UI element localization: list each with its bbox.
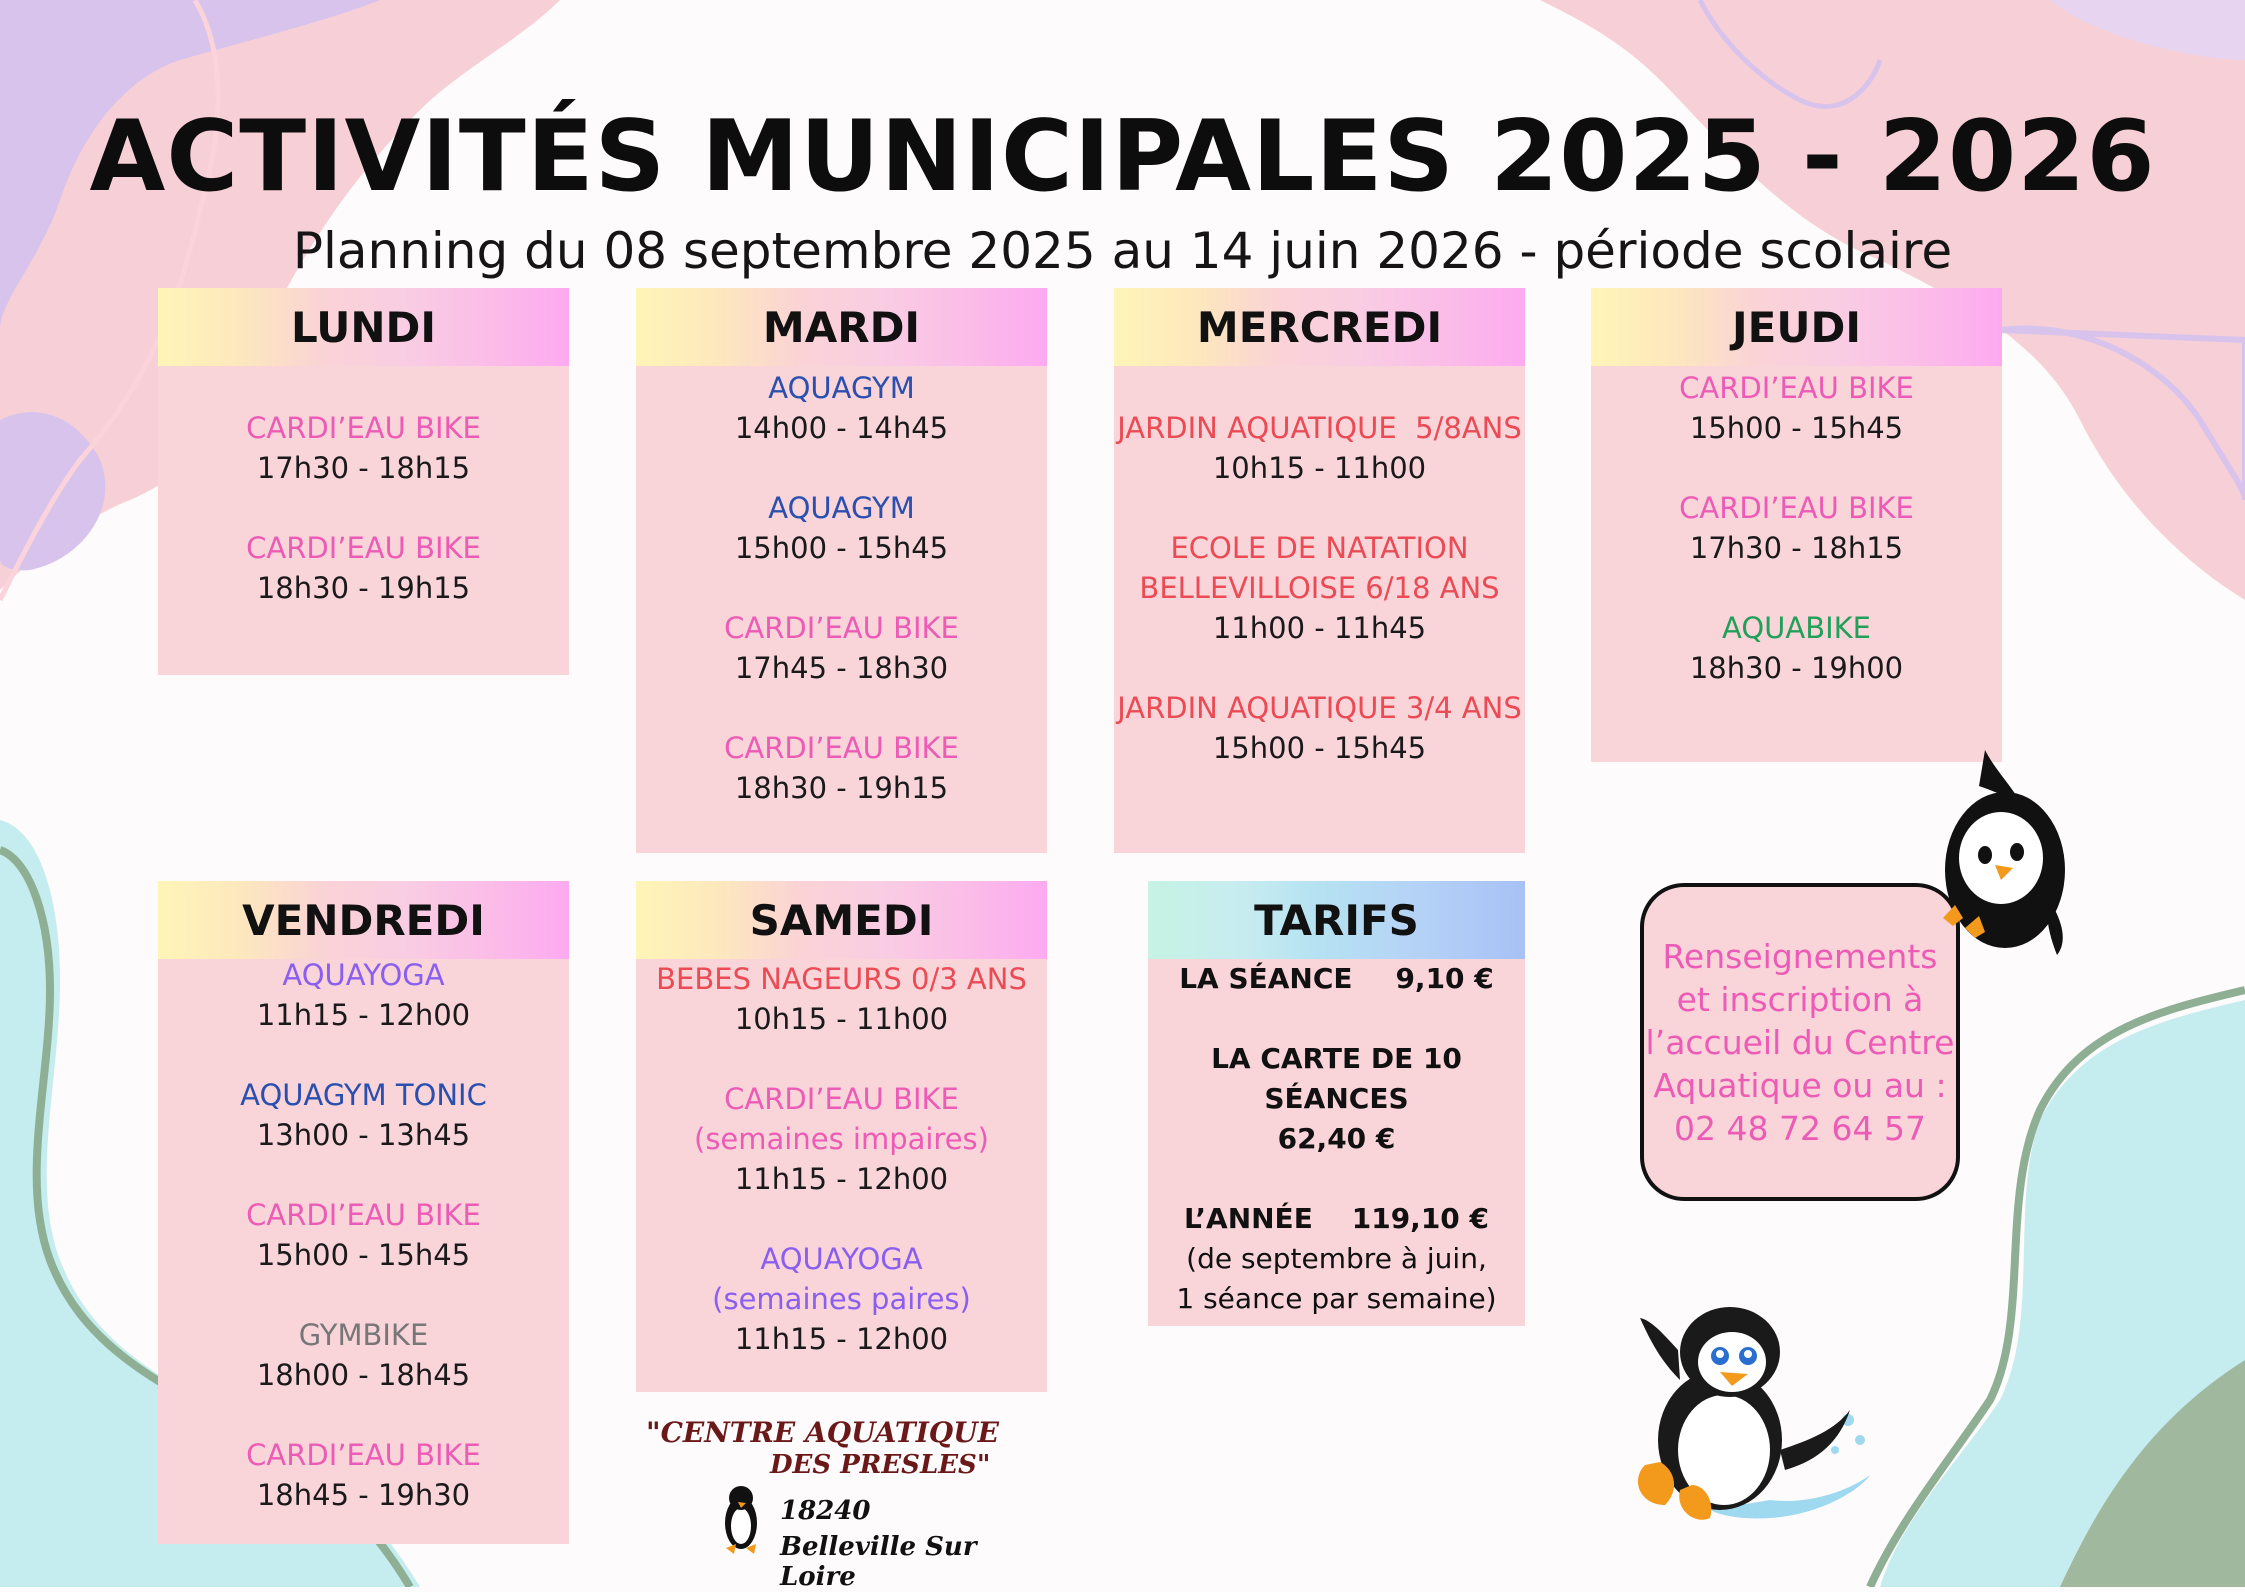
activity-name: GYMBIKE	[298, 1318, 429, 1352]
day-header: MERCREDI	[1114, 288, 1525, 366]
activity-time: 17h30 - 18h15	[256, 451, 471, 485]
tarifs-card	[1148, 881, 1525, 1326]
day-card-vendredi	[158, 881, 569, 1544]
day-header: MARDI	[636, 288, 1047, 366]
activity-name: CARDI’EAU BIKE	[1679, 491, 1914, 525]
activity-time: 17h30 - 18h15	[1689, 531, 1904, 565]
activity-time: 15h00 - 15h45	[734, 531, 949, 565]
info-line: Aquatique ou au :	[1653, 1065, 1947, 1105]
activity-name: BEBES NAGEURS 0/3 ANS	[656, 962, 1027, 996]
activity-name: CARDI’EAU BIKE	[724, 731, 959, 765]
activity-name-line2: BELLEVILLOISE 6/18 ANS	[1139, 571, 1500, 605]
day-header: VENDREDI	[158, 881, 569, 959]
day-card-samedi	[636, 881, 1047, 1392]
activity-name: CARDI’EAU BIKE	[1679, 371, 1914, 405]
penguin-logo-icon	[716, 1478, 766, 1558]
activity-name: AQUAGYM	[768, 371, 915, 405]
activity-time: 13h00 - 13h45	[256, 1118, 471, 1152]
penguin-splash-icon	[1620, 1290, 1880, 1535]
activity-name: AQUAGYM TONIC	[240, 1078, 487, 1112]
activity-name: CARDI’EAU BIKE	[724, 611, 959, 645]
activity-name: JARDIN AQUATIQUE 5/8ANS	[1117, 411, 1522, 445]
tarif-carte-price: 62,40 €	[1277, 1122, 1396, 1155]
activity-name: AQUABIKE	[1721, 611, 1871, 645]
tarif-carte-label: LA CARTE DE 10 SÉANCES	[1211, 1042, 1462, 1115]
tarif-seance-label: LA SÉANCE	[1179, 962, 1353, 995]
activity-time: 10h15 - 11h00	[734, 1002, 949, 1036]
activity-name: CARDI’EAU BIKE	[246, 531, 481, 565]
activity-name-line2: (semaines impaires)	[694, 1122, 989, 1156]
activity-name: CARDI’EAU BIKE	[246, 1438, 481, 1472]
day-header: LUNDI	[158, 288, 569, 366]
activity-time: 18h45 - 19h30	[256, 1478, 471, 1512]
activity-time: 11h15 - 12h00	[734, 1162, 949, 1196]
logo-line2: DES PRESLES"	[770, 1450, 991, 1480]
activity-time: 14h00 - 14h45	[734, 411, 949, 445]
activity-name: CARDI’EAU BIKE	[246, 1198, 481, 1232]
activity-time: 10h15 - 11h00	[1212, 451, 1427, 485]
centre-aquatique-logo	[640, 1408, 1040, 1592]
logo-town: Belleville Sur Loire	[780, 1532, 977, 1592]
penguin-peeking-icon	[1935, 740, 2080, 960]
activity-name-line2: (semaines paires)	[712, 1282, 971, 1316]
activity-time: 15h00 - 15h45	[256, 1238, 471, 1272]
info-phone: 02 48 72 64 57	[1674, 1108, 1926, 1148]
info-box	[1640, 883, 1960, 1201]
activity-name: CARDI’EAU BIKE	[724, 1082, 959, 1116]
day-card-jeudi	[1591, 288, 2002, 762]
day-card-mardi	[636, 288, 1047, 853]
activity-time: 18h30 - 19h00	[1689, 651, 1904, 685]
activity-time: 15h00 - 15h45	[1689, 411, 1904, 445]
activity-time: 18h00 - 18h45	[256, 1358, 471, 1392]
activity-time: 15h00 - 15h45	[1212, 731, 1427, 765]
info-line: l’accueil du Centre	[1645, 1022, 1955, 1062]
day-header: SAMEDI	[636, 881, 1047, 959]
tarif-annee-label: L’ANNÉE	[1183, 1202, 1313, 1235]
activity-name: AQUAYOGA	[282, 958, 445, 992]
activity-time: 11h15 - 12h00	[734, 1322, 949, 1356]
page-title: ACTIVITÉS MUNICIPALES 2025 - 2026	[89, 100, 2156, 214]
activity-time: 17h45 - 18h30	[734, 651, 949, 685]
activity-time: 18h30 - 19h15	[256, 571, 471, 605]
tarifs-header: TARIFS	[1148, 881, 1525, 959]
logo-postcode: 18240	[780, 1496, 871, 1526]
tarif-annee-note: 1 séance par semaine)	[1176, 1282, 1497, 1315]
activity-time: 11h00 - 11h45	[1212, 611, 1427, 645]
activity-name: ECOLE DE NATATION	[1170, 531, 1469, 565]
info-line: et inscription à	[1676, 979, 1924, 1019]
logo-line1: "CENTRE AQUATIQUE	[646, 1416, 999, 1449]
activity-time: 11h15 - 12h00	[256, 998, 471, 1032]
activity-name: AQUAYOGA	[760, 1242, 923, 1276]
activity-name: AQUAGYM	[768, 491, 915, 525]
page-subtitle: Planning du 08 septembre 2025 au 14 juin 2026 - période scolaire	[292, 222, 1953, 280]
day-header: JEUDI	[1591, 288, 2002, 366]
day-card-lundi	[158, 288, 569, 675]
activity-name: JARDIN AQUATIQUE 3/4 ANS	[1117, 691, 1522, 725]
tarif-annee-note: (de septembre à juin,	[1186, 1242, 1487, 1275]
day-card-mercredi	[1114, 288, 1525, 853]
activity-name: CARDI’EAU BIKE	[246, 411, 481, 445]
info-line: Renseignements	[1662, 936, 1938, 976]
tarif-annee	[1148, 1199, 1525, 1239]
tarif-seance	[1148, 959, 1525, 999]
tarif-seance-price: 9,10 €	[1395, 962, 1494, 995]
activity-time: 18h30 - 19h15	[734, 771, 949, 805]
tarif-annee-price: 119,10 €	[1351, 1202, 1490, 1235]
